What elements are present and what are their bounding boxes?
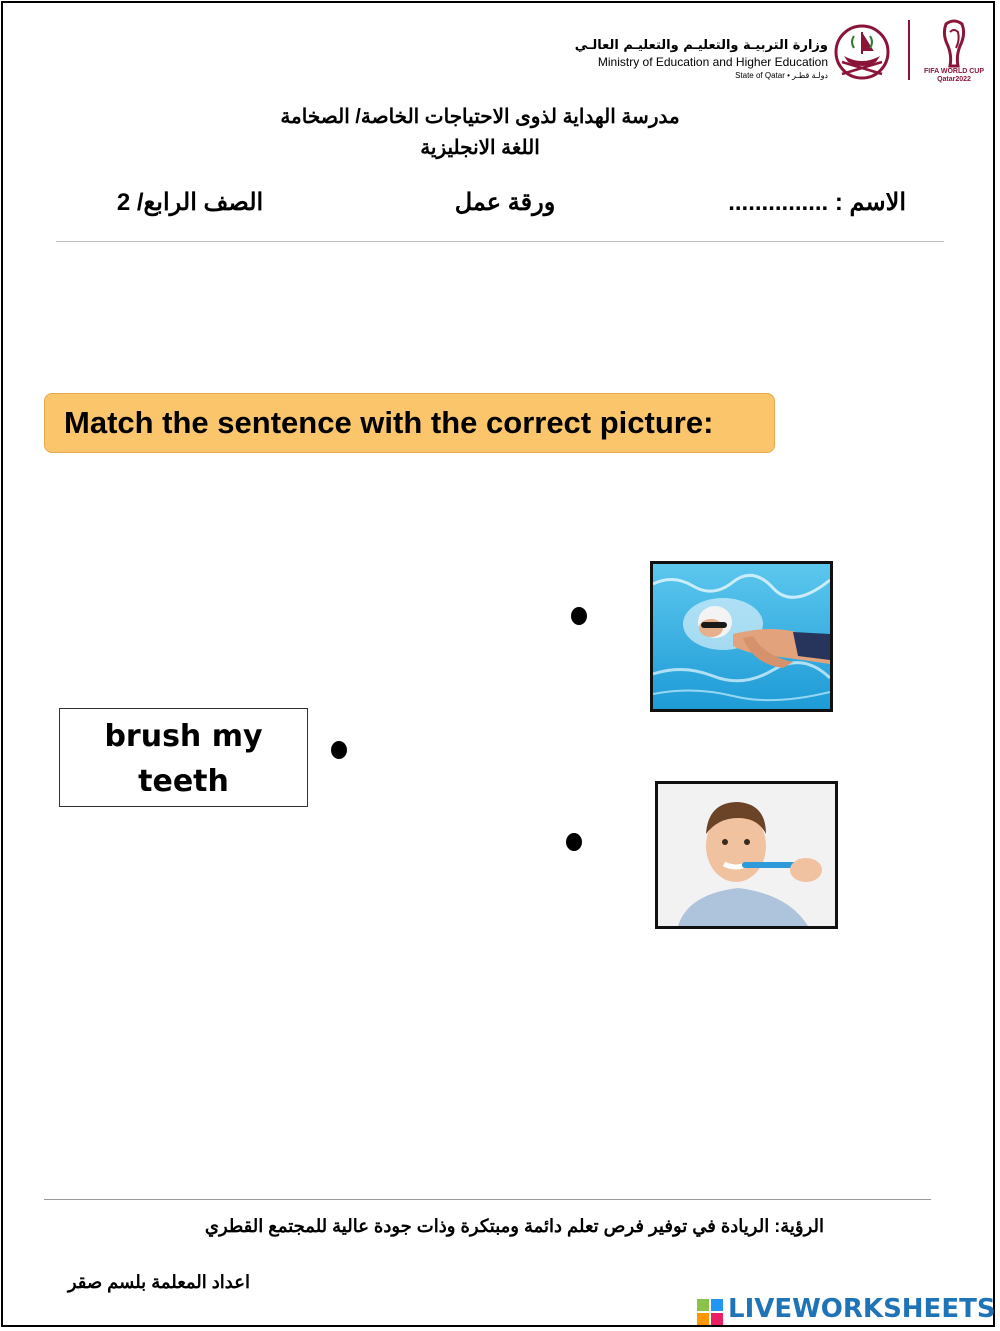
school-name: مدرسة الهداية لذوى الاحتياجات الخاصة/ الصخامة <box>280 106 680 128</box>
sentence-line-1: brush my <box>104 719 263 754</box>
match-dot-picture-2[interactable] <box>566 833 582 851</box>
grade-label: الصف الرابع/ 2 <box>116 189 264 216</box>
swimmer-image <box>653 564 830 709</box>
swimming-picture[interactable] <box>650 561 833 712</box>
instruction-banner: Match the sentence with the correct picture: <box>44 393 775 453</box>
match-dot-sentence[interactable] <box>331 741 347 759</box>
brushing-teeth-picture[interactable] <box>655 781 838 929</box>
ministry-arabic-name: وزارة التربيـة والتعليـم والتعليـم العالـي <box>574 38 828 53</box>
sentence-box[interactable] <box>59 708 308 807</box>
world-cup-logo-text: FIFA WORLD CUP Qatar2022 <box>923 68 984 83</box>
boy-brushing-teeth-image <box>658 784 835 926</box>
liveworksheets-logo-icon <box>697 1299 723 1325</box>
sentence-line-2: teeth <box>138 764 229 799</box>
worksheet-label: ورقة عمل <box>454 189 556 216</box>
state-of-qatar-label: State of Qatar • دولـة قطـر <box>735 71 828 80</box>
student-name-field: الاسم : ............... <box>728 189 906 216</box>
vision-statement: الرؤية: الريادة في توفير فرص تعلم دائمة ومبتكرة وذات جودة عالية للمجتمع القطري <box>204 1216 824 1236</box>
match-dot-picture-1[interactable] <box>571 607 587 625</box>
subject-title: اللغة الانجليزية <box>420 137 540 159</box>
footer-divider <box>44 1199 931 1200</box>
ministry-english-name: Ministry of Education and Higher Education <box>597 55 828 69</box>
qatar-emblem-icon <box>832 22 892 82</box>
liveworksheets-brand-text: LIVEWORKSHEETS <box>728 1294 996 1324</box>
header-divider <box>56 241 944 242</box>
teacher-credit: اعداد المعلمة بلسم صقر <box>67 1272 250 1292</box>
logo-divider <box>908 20 910 80</box>
